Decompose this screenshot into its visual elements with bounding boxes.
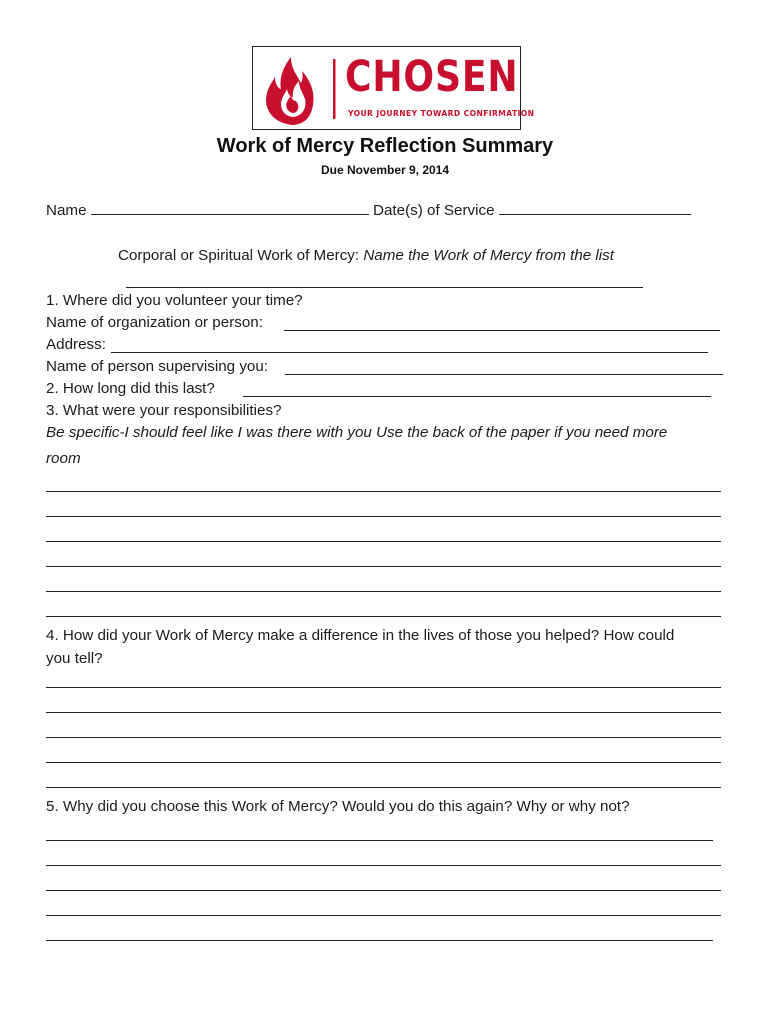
chosen-logo (252, 46, 535, 130)
q5-question: 5. Why did you choose this Work of Mercy? Would you do this again? Why or why not? (46, 798, 630, 815)
org-field[interactable] (284, 330, 720, 331)
q3-instruction-line-2: room (46, 450, 81, 467)
supervisor-row (46, 358, 268, 375)
org-label: Name of organization or person: (46, 314, 263, 331)
answer-line[interactable] (46, 541, 721, 542)
answer-line[interactable] (46, 865, 721, 866)
answer-line[interactable] (46, 491, 721, 492)
answer-line[interactable] (46, 940, 713, 941)
answer-line[interactable] (46, 890, 721, 891)
org-row (46, 314, 263, 331)
answer-line[interactable] (46, 687, 721, 688)
logo-tagline: YOUR JOURNEY TOWARD CONFIRMATION (348, 109, 535, 118)
answer-line[interactable] (46, 516, 721, 517)
logo-wordmark: CHOSEN (345, 52, 519, 102)
work-of-mercy-hint: Name the Work of Mercy from the list (363, 247, 614, 264)
name-label: Name (46, 202, 87, 219)
address-field[interactable] (111, 352, 708, 353)
due-date: Due November 9, 2014 (320, 163, 450, 177)
answer-line[interactable] (46, 762, 721, 763)
dates-field[interactable] (499, 200, 691, 215)
name-date-row (46, 200, 691, 219)
dates-label: Date(s) of Service (372, 202, 495, 219)
answer-line[interactable] (46, 566, 721, 567)
name-field[interactable] (91, 200, 369, 215)
q3-instruction-line-1: Be specific-I should feel like I was there with you Use the back of the paper if you need more (46, 424, 668, 441)
q2-question: 2. How long did this last? (46, 380, 215, 397)
answer-line[interactable] (46, 712, 721, 713)
work-of-mercy-field[interactable] (126, 287, 643, 288)
answer-line[interactable] (46, 591, 721, 592)
page-title: Work of Mercy Reflection Summary (216, 135, 554, 157)
answer-line[interactable] (46, 915, 721, 916)
duration-field[interactable] (243, 396, 711, 397)
answer-line[interactable] (46, 737, 721, 738)
work-of-mercy-label: Corporal or Spiritual Work of Mercy: (118, 247, 360, 264)
answer-line[interactable] (46, 616, 721, 617)
address-row (46, 336, 106, 353)
supervisor-label: Name of person supervising you: (46, 358, 269, 375)
address-label: Address: (46, 336, 106, 353)
q4-question-line-1: 4. How did your Work of Mercy make a difference in the lives of those you helped? How could (46, 627, 675, 644)
supervisor-field[interactable] (285, 374, 723, 375)
answer-line[interactable] (46, 840, 713, 841)
q1-question: 1. Where did you volunteer your time? (46, 292, 303, 309)
answer-line[interactable] (46, 787, 721, 788)
q4-question-line-2: you tell? (46, 650, 103, 667)
q3-question: 3. What were your responsibilities? (46, 402, 282, 419)
work-of-mercy-row (118, 247, 614, 264)
